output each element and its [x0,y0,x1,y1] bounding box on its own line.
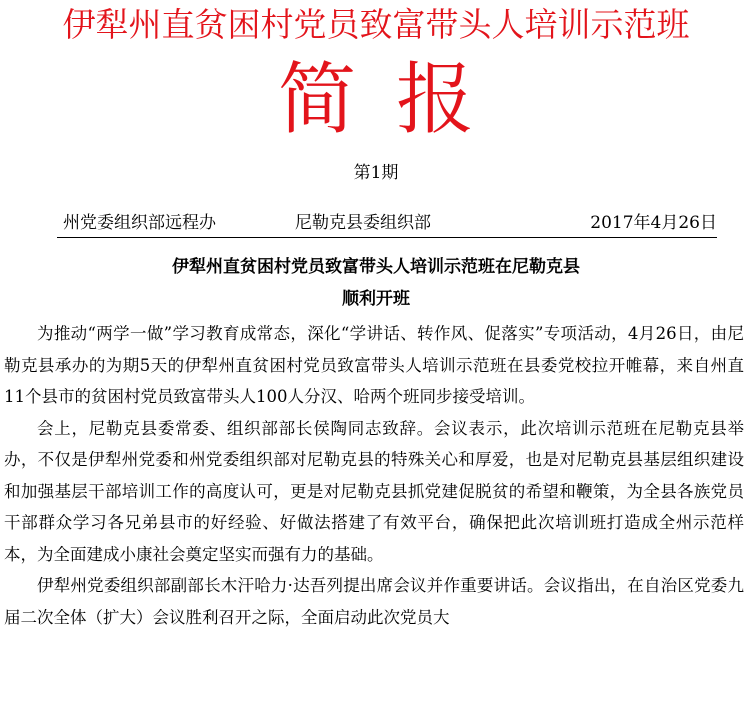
bulletin-name: 简报 [277,55,514,145]
article-body [4,318,744,633]
issue-date: 2017年4月26日 [590,213,717,233]
masthead-meta-line [57,209,717,238]
department: 尼勒克县委组织部 [295,213,431,233]
article-headline-line1: 伊犁州直贫困村党员致富带头人培训示范班在尼勒克县 [172,257,580,277]
article-paragraph: 会上，尼勒克县委常委、组织部部长侯陶同志致辞。会议表示，此次培训示范班在尼勒克县举办，不仅是伊犁州党委和州党委组织部对尼勒克县的特殊关心和厚爱，也是对尼勒克县基层组织建设和加强基层干部培训工作的高度认可，更是对尼勒克县抓党建促脱贫的希望和鞭策，为全县各族党员干部群众学习各兄弟县市的好经验、好做法搭建了有效平台，确保把此次培训班打造成全州示范样本，为全面建成小康社会奠定坚实而强有力的基础。 [4,418,744,564]
issue-number: 第1期 [353,163,399,183]
article-paragraph: 伊犁州党委组织部副部长木汗哈力·达吾列提出席会议并作重要讲话。会议指出，在自治区党委九届二次全体（扩大）会议胜利召开之际，全面启动此次党员大 [4,576,744,627]
article-paragraph: 为推动“两学一做”学习教育成常态，深化“学讲话、转作风、促落实”专项活动，4月26日，由尼勒克县承办的为期5天的伊犁州直贫困村党员致富带头人培训示范班在县委党校拉开帷幕，来自州直11个县市的贫困村党员致富带头人100人分汉、哈两个班同步接受培训。 [4,324,744,406]
issuer: 州党委组织部远程办 [63,213,216,233]
program-title: 伊犁州直贫困村党员致富带头人培训示范班 [62,5,690,44]
article-headline-line2: 顺利开班 [342,289,410,309]
